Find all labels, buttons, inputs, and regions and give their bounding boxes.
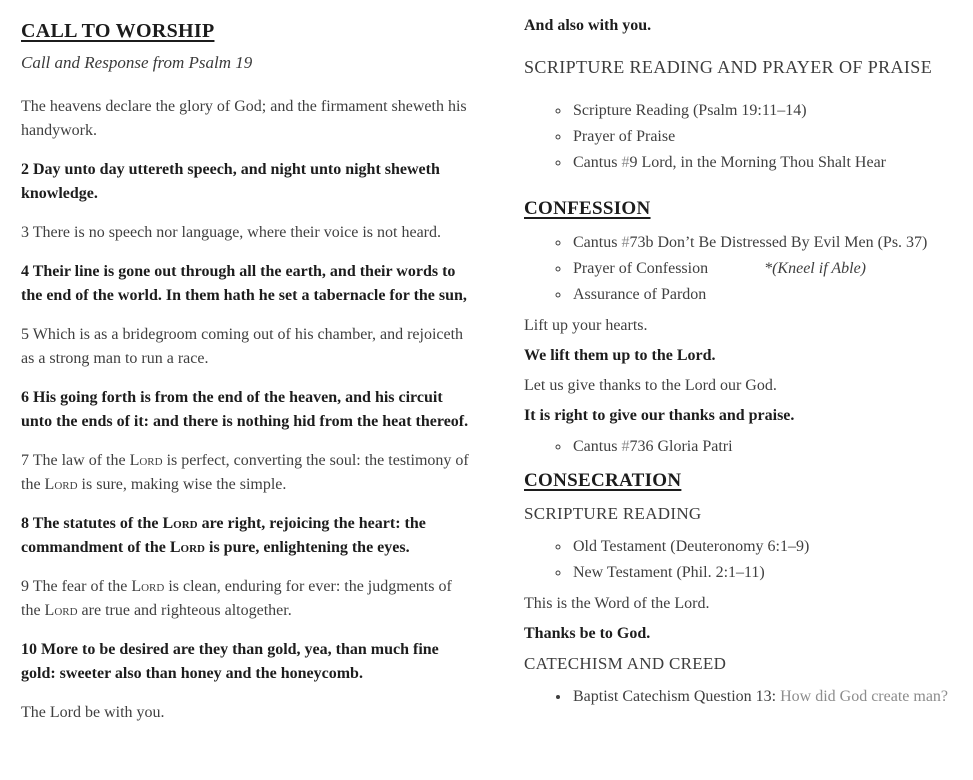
text-segment: Lord [44, 602, 78, 619]
psalm-verse-8 [21, 512, 473, 560]
gloria-list [524, 434, 962, 460]
text-segment: are true and righteous altogether. [77, 602, 292, 619]
psalm-verse-1 [21, 95, 473, 143]
text-segment: 6 His going forth is from the end of the heaven, and his circuit unto the ends of it: and there is nothing hid from the heat thereof. [21, 389, 469, 430]
text-segment: 4 Their line is gone out through all the earth, and their words to the end of the world. In them hath he set a tabernacle for the sun, [21, 263, 467, 304]
text-segment: 5 Which is as a bridegroom coming out of his chamber, and rejoiceth as a strong man to run a race. [21, 326, 464, 367]
list-item [571, 98, 962, 124]
text-segment: New Testament (Phil. 2:1–11) [573, 564, 765, 581]
text-segment: How did God create man? [780, 688, 949, 705]
scripture-reading-heading: SCRIPTURE READING [524, 504, 702, 523]
catechism-list [524, 684, 962, 710]
text-segment: Lord [129, 452, 163, 469]
call-to-worship-subtitle: Call and Response from Psalm 19 [21, 53, 253, 72]
text-segment: Cantus [573, 438, 622, 455]
reading-list [524, 534, 962, 586]
psalm-verse-6 [21, 386, 473, 434]
text-segment: # [621, 154, 630, 171]
text-segment: 736 Gloria Patri [629, 438, 733, 455]
text-segment: # [621, 234, 630, 251]
text-segment: Lord [169, 539, 205, 556]
list-item [571, 684, 962, 710]
psalm-verse-7 [21, 449, 473, 497]
left-column [21, 14, 473, 780]
text-segment: # [621, 438, 630, 455]
word-response [524, 592, 962, 646]
consecration-heading: CONSECRATION [524, 470, 682, 491]
catechism-heading: CATECHISM AND CREED [524, 654, 727, 673]
versicle-line: This is the Word of the Lord. [524, 595, 710, 612]
psalm-verse-3 [21, 221, 473, 245]
text-segment: Prayer of Praise [573, 128, 676, 145]
text-segment: Baptist Catechism Question 13: [573, 688, 781, 705]
text-segment: 7 The law of the [21, 452, 130, 469]
text-segment: is perfect, converting the soul: the testimony of the [21, 452, 469, 493]
list-item [571, 434, 962, 460]
text-segment: Scripture Reading (Psalm 19:11–14) [573, 102, 807, 119]
confession-heading: CONFESSION [524, 198, 651, 219]
sursum-corda [524, 314, 962, 428]
versicle-line: Lift up your hearts. [524, 317, 648, 334]
psalm-verse-4 [21, 260, 473, 308]
versicle-line: We lift them up to the Lord. [524, 347, 716, 364]
text-segment: Assurance of Pardon [573, 286, 707, 303]
confession-list [524, 230, 962, 308]
text-segment: The heavens declare the glory of God; and the firmament sheweth his handywork. [21, 98, 467, 139]
psalm-verse-10 [21, 638, 473, 686]
text-segment: *(Kneel if Able) [764, 260, 866, 277]
text-segment: is pure, enlightening the eyes. [205, 539, 410, 556]
list-item [571, 282, 962, 308]
psalm-verse-9 [21, 575, 473, 623]
text-segment: is sure, making wise the simple. [77, 476, 287, 493]
praise-list [524, 98, 962, 176]
right-column [524, 14, 962, 780]
text-segment: Old Testament (Deuteronomy 6:1–9) [573, 538, 810, 555]
text-segment: Lord [131, 578, 165, 595]
list-item [571, 560, 962, 586]
versicle-line: Thanks be to God. [524, 625, 651, 642]
versicle-line: It is right to give our thanks and praise. [524, 407, 795, 424]
call-to-worship-heading: CALL TO WORSHIP [21, 20, 215, 42]
versicle-line: Let us give thanks to the Lord our God. [524, 377, 777, 394]
text-segment: 2 Day unto day uttereth speech, and night unto night sheweth knowledge. [21, 161, 440, 202]
text-segment: Cantus [573, 154, 622, 171]
text-segment: Cantus [573, 234, 622, 251]
list-item [571, 534, 962, 560]
text-segment: Lord [162, 515, 198, 532]
list-item [571, 124, 962, 150]
text-segment: is clean, enduring for ever: the judgments of the [21, 578, 452, 619]
text-segment: Prayer of Confession [573, 260, 709, 277]
psalm-verse-5 [21, 323, 473, 371]
list-item [571, 256, 962, 282]
text-segment: 3 There is no speech nor language, where their voice is not heard. [21, 224, 441, 241]
scripture-praise-heading: SCRIPTURE READING AND PRAYER OF PRAISE [524, 57, 933, 77]
list-item [571, 150, 962, 176]
versicle-lord-be-with-you [21, 701, 473, 725]
text-segment: Lord [44, 476, 78, 493]
text-segment: 73b Don’t Be Distressed By Evil Men (Ps. 37) [629, 234, 928, 251]
response-and-also-with-you: And also with you. [524, 17, 652, 34]
text-segment: The Lord be with you. [21, 704, 165, 721]
text-segment: 10 More to be desired are they than gold, yea, than much fine gold: sweeter also than honey and the honeycomb. [21, 641, 439, 682]
text-segment: are right, rejoicing the heart: the commandment of the [21, 515, 426, 556]
text-segment: 8 The statutes of the [21, 515, 163, 532]
list-item [571, 230, 962, 256]
psalm-verse-2 [21, 158, 473, 206]
text-segment: 9 Lord, in the Morning Thou Shalt Hear [629, 154, 887, 171]
text-segment: 9 The fear of the [21, 578, 132, 595]
